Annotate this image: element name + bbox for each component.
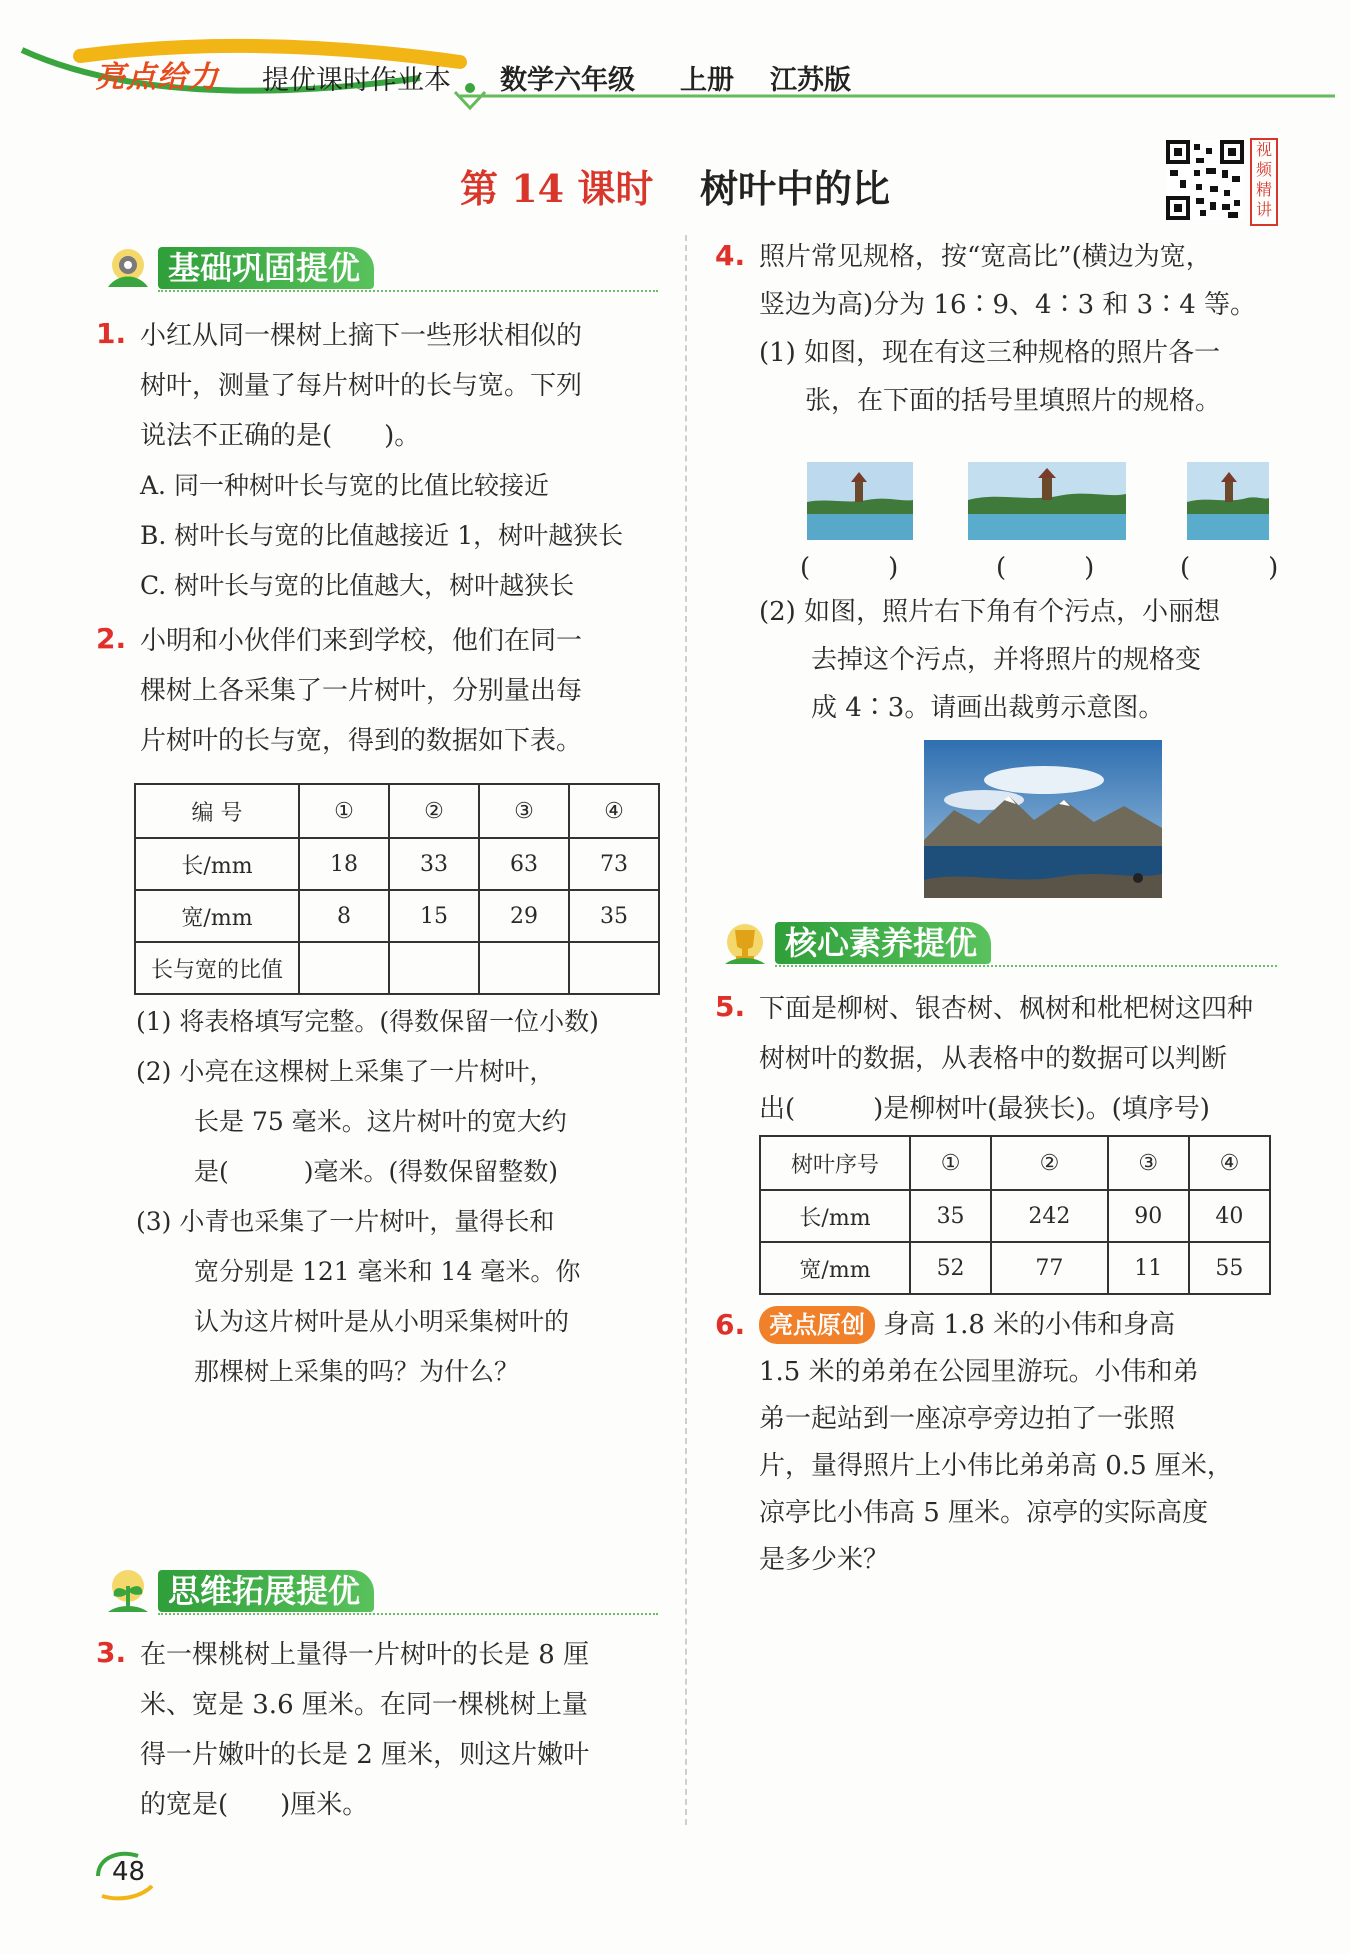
question-line: 竖边为高)分为 16∶9、4∶3 和 3∶4 等。 — [759, 290, 1256, 320]
mountain-lake-photo — [924, 740, 1162, 898]
question-line: 片树叶的长与宽，得到的数据如下表。 — [140, 726, 583, 756]
section-header-basic — [100, 243, 658, 293]
sub-question-1: (1) 将表格填写完整。(得数保留一位小数) — [136, 1007, 599, 1036]
photo-16-9 — [807, 462, 913, 540]
answer-cell[interactable] — [569, 942, 659, 994]
table-cell: ③ — [1108, 1136, 1189, 1190]
section-title: 核心素养提优 — [775, 922, 991, 964]
option-c: C. 树叶长与宽的比值越大，树叶越狭长 — [140, 571, 575, 600]
section-header-core — [717, 918, 1277, 968]
section-title: 思维拓展提优 — [158, 1570, 374, 1612]
table-cell: 35 — [569, 890, 659, 942]
question-line: 片，量得照片上小伟比弟弟高 0.5 厘米， — [759, 1451, 1233, 1481]
question-line: 下面是柳树、银杏树、枫树和枇杷树这四种 — [759, 994, 1254, 1024]
sub-question-1: (1) 如图，现在有这三种规格的照片各一 — [759, 338, 1221, 368]
table-cell: 63 — [479, 838, 569, 890]
photo-4-3 — [968, 462, 1126, 540]
lesson-title: 树叶中的比 — [700, 166, 891, 211]
sub-question-2: (2) 如图，照片右下角有个污点，小丽想 — [759, 597, 1221, 627]
question-line: 是多少米？ — [759, 1545, 890, 1575]
table-cell: 长与宽的比值 — [135, 942, 299, 994]
sub-question-2: (2) 小亮在这棵树上采集了一片树叶， — [136, 1057, 555, 1086]
q4-sub2: (2) 如图，照片右下角有个污点，小丽想 去掉这个污点，并将照片的规格变 成 4∶3。请画出裁剪示意图。 — [759, 588, 1299, 732]
qr-code-icon[interactable] — [1166, 140, 1244, 220]
table-cell: 15 — [389, 890, 479, 942]
question-line: 树树叶的数据，从表格中的数据可以判断 — [759, 1044, 1228, 1074]
table-cell: 树叶序号 — [760, 1136, 910, 1190]
page-header — [0, 0, 1350, 120]
question-line: 身高 1.8 米的小伟和身高 — [883, 1310, 1176, 1340]
table-row — [760, 1136, 1270, 1190]
table-cell: 242 — [991, 1190, 1108, 1242]
table-cell: 11 — [1108, 1242, 1189, 1294]
question-line: 小红从同一棵树上摘下一些形状相似的 — [140, 321, 583, 351]
question-line: 出( )是柳树叶(最狭长)。(填序号) — [759, 1094, 1210, 1124]
question-line: 凉亭比小伟高 5 厘米。凉亭的实际高度 — [759, 1498, 1209, 1528]
table-cell: 77 — [991, 1242, 1108, 1294]
table-cell: ④ — [1189, 1136, 1270, 1190]
question-line: 说法不正确的是( )。 — [140, 421, 421, 451]
table-cell: 宽/mm — [760, 1242, 910, 1294]
leaf-data-table — [134, 783, 660, 995]
brand-logo-text: 亮点给力 — [95, 60, 219, 95]
table-row — [135, 890, 659, 942]
table-cell: 35 — [910, 1190, 991, 1242]
table-cell: 长/mm — [760, 1190, 910, 1242]
question-number: 5. — [715, 990, 746, 1023]
question-line: 小明和小伙伴们来到学校，他们在同一 — [140, 626, 583, 656]
blank-1[interactable]: ( ) — [800, 553, 899, 583]
trophy-icon — [717, 918, 773, 968]
option-a: A. 同一种树叶长与宽的比值比较接近 — [140, 471, 549, 500]
book-grade: 数学六年级 — [500, 65, 635, 96]
table-row — [760, 1190, 1270, 1242]
question-line: 1.5 米的弟弟在公园里游玩。小伟和弟 — [759, 1357, 1199, 1387]
question-number: 4. — [715, 239, 746, 272]
sprout-sun-icon — [100, 1566, 156, 1616]
table-cell: 33 — [389, 838, 479, 890]
table-cell: 编 号 — [135, 784, 299, 838]
question-number: 2. — [96, 622, 127, 655]
book-edition: 江苏版 — [770, 65, 851, 96]
question-line: 树叶，测量了每片树叶的长与宽。下列 — [140, 371, 583, 401]
tree-leaf-table — [759, 1135, 1271, 1295]
question-line: 的宽是( )厘米。 — [140, 1790, 369, 1820]
book-series: 提优课时作业本 — [262, 65, 451, 96]
table-cell: 29 — [479, 890, 569, 942]
question-line: 在一棵桃树上量得一片树叶的长是 8 厘 — [140, 1640, 590, 1670]
section-title: 基础巩固提优 — [158, 247, 374, 289]
question-number: 1. — [96, 317, 127, 350]
original-badge: 亮点原创 — [759, 1306, 875, 1344]
sub-question-3: (3) 小青也采集了一片树叶，量得长和 — [136, 1207, 555, 1236]
table-cell: ④ — [569, 784, 659, 838]
photo-3-4 — [1187, 462, 1269, 540]
question-line: 得一片嫩叶的长是 2 厘米，则这片嫩叶 — [140, 1740, 590, 1770]
question-line: 弟一起站到一座凉亭旁边拍了一张照 — [759, 1404, 1176, 1434]
table-cell: 73 — [569, 838, 659, 890]
question-line: 米、宽是 3.6 厘米。在同一棵桃树上量 — [140, 1690, 588, 1720]
section-header-thinking — [100, 1566, 658, 1616]
table-cell: 40 — [1189, 1190, 1270, 1242]
question-number: 6. — [715, 1308, 746, 1341]
book-volume: 上册 — [680, 65, 734, 96]
answer-cell[interactable] — [299, 942, 389, 994]
table-cell: ① — [299, 784, 389, 838]
answer-cell[interactable] — [389, 942, 479, 994]
table-cell: ③ — [479, 784, 569, 838]
answer-cell[interactable] — [479, 942, 569, 994]
table-cell: ② — [389, 784, 479, 838]
table-cell: 55 — [1189, 1242, 1270, 1294]
table-cell: 宽/mm — [135, 890, 299, 942]
lesson-number: 第 14 课时 — [460, 166, 654, 211]
question-number: 3. — [96, 1636, 127, 1669]
table-row — [135, 838, 659, 890]
sprout-gear-icon — [100, 243, 156, 293]
table-cell: 长/mm — [135, 838, 299, 890]
table-cell: 52 — [910, 1242, 991, 1294]
table-row — [135, 784, 659, 838]
question-line: 照片常见规格，按“宽高比”(横边为宽， — [759, 242, 1212, 272]
question-line: 棵树上各采集了一片树叶，分别量出每 — [140, 676, 583, 706]
video-lecture-label: 视频精讲 — [1250, 138, 1278, 226]
q2-subquestions: (1) 将表格填写完整。(得数保留一位小数) (2) 小亮在这棵树上采集了一片树叶， 长是 75 毫米。这片树叶的宽大约 是( )毫米。(得数保留整数) (3) 小青也采集了一片树叶，量得长和 宽分别是 121 毫米和 14 毫米。你 认为这片树叶是从小明采集树叶的 那棵树上采集的吗？为什么？ — [136, 997, 676, 1397]
table-cell: ② — [991, 1136, 1108, 1190]
table-cell: 90 — [1108, 1190, 1189, 1242]
blank-2[interactable]: ( ) — [996, 553, 1095, 583]
table-cell: 18 — [299, 838, 389, 890]
option-b: B. 树叶长与宽的比值越接近 1，树叶越狭长 — [140, 521, 624, 550]
table-cell: ① — [910, 1136, 991, 1190]
blank-3[interactable]: ( ) — [1180, 553, 1279, 583]
table-cell: 8 — [299, 890, 389, 942]
table-row — [135, 942, 659, 994]
table-row — [760, 1242, 1270, 1294]
page-number: 48 — [112, 1857, 146, 1887]
